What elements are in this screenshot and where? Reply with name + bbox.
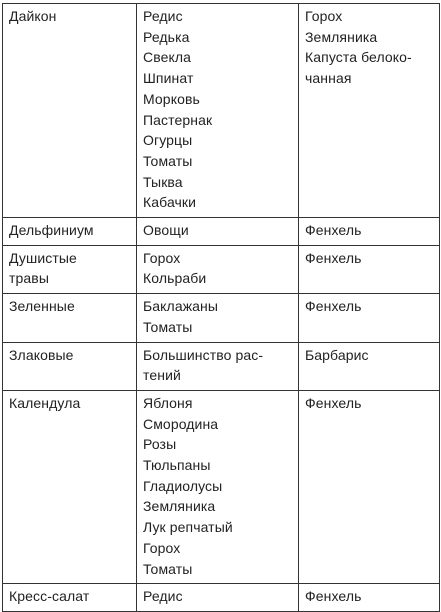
cell-text-line: Земляника: [143, 498, 216, 515]
cell-text-line: Редис: [143, 8, 183, 24]
bad-neighbors-cell: [299, 245, 440, 293]
table-row: [3, 342, 440, 390]
cell-text-line: Горох: [143, 249, 181, 266]
cell-text-line: Шпинат: [143, 70, 194, 87]
table-row: [3, 218, 440, 246]
cell-text-line: Смородина: [143, 415, 219, 432]
cell-text-line: Фенхель: [305, 588, 362, 605]
cell-text-line: Пастернак: [143, 111, 213, 128]
good-neighbors-cell: [137, 218, 299, 246]
cell-text-line: тений: [143, 367, 181, 384]
bad-neighbors-cell: [299, 218, 440, 246]
cell-text-line: Кресс-салат: [9, 588, 90, 605]
companion-plants-table: [2, 3, 440, 612]
cell-text-line: Фенхель: [305, 394, 362, 411]
bad-neighbors-cell: [299, 342, 440, 390]
cell-text-line: Тыква: [143, 173, 183, 190]
cell-text-line: Баклажаны: [143, 298, 219, 315]
cell-text-line: Кабачки: [143, 194, 197, 211]
table-row: [3, 245, 440, 293]
plant-cell: [3, 390, 137, 583]
cell-text-line: Зеленные: [9, 298, 75, 315]
cell-text-line: Злаковые: [9, 346, 74, 363]
cell-text-line: Дайкон: [9, 8, 57, 24]
cell-text-line: Дельфиниум: [9, 222, 94, 239]
cell-text-line: Овощи: [143, 222, 189, 239]
cell-text-line: Огурцы: [143, 132, 193, 149]
cell-text-line: Большинство рас-: [143, 346, 264, 363]
cell-text-line: Томаты: [143, 560, 193, 577]
cell-text-line: Фенхель: [305, 249, 362, 266]
cell-text-line: Горох: [305, 8, 343, 24]
table-row: [3, 584, 440, 612]
good-neighbors-cell: [137, 390, 299, 583]
cell-text-line: Барбарис: [305, 346, 369, 363]
good-neighbors-cell: [137, 245, 299, 293]
cell-text-line: Календула: [9, 394, 81, 411]
cell-text-line: Фенхель: [305, 298, 362, 315]
cell-text-line: Кольраби: [143, 270, 207, 287]
plant-cell: [3, 342, 137, 390]
table-row: [3, 294, 440, 342]
cell-text-line: Тюльпаны: [143, 457, 211, 474]
cell-text-line: Редис: [143, 588, 183, 605]
plant-cell: [3, 294, 137, 342]
cell-text-line: травы: [9, 270, 49, 287]
plant-cell: [3, 4, 137, 218]
cell-text-line: Фенхель: [305, 222, 362, 239]
cell-text-line: Земляника: [305, 28, 378, 45]
cell-text-line: Горох: [143, 539, 181, 556]
plant-cell: [3, 218, 137, 246]
bad-neighbors-cell: [299, 390, 440, 583]
table-body: [3, 4, 440, 612]
cell-text-line: Розы: [143, 436, 177, 453]
cell-text-line: Гладиолусы: [143, 477, 223, 494]
cell-text-line: Лук репчатый: [143, 519, 233, 536]
plant-cell: [3, 584, 137, 612]
plant-cell: [3, 245, 137, 293]
good-neighbors-cell: [137, 584, 299, 612]
good-neighbors-cell: [137, 4, 299, 218]
cell-text-line: Редька: [143, 28, 190, 45]
good-neighbors-cell: [137, 294, 299, 342]
cell-text-line: Капуста белоко-: [305, 49, 412, 66]
bad-neighbors-cell: [299, 584, 440, 612]
cell-text-line: Свекла: [143, 49, 192, 66]
bad-neighbors-cell: [299, 4, 440, 218]
table-row: [3, 4, 440, 218]
cell-text-line: Томаты: [143, 152, 193, 169]
cell-text-line: Яблоня: [143, 394, 193, 411]
table-row: [3, 390, 440, 583]
cell-text-line: Морковь: [143, 90, 200, 107]
cell-text-line: Душистые: [9, 249, 77, 266]
good-neighbors-cell: [137, 342, 299, 390]
bad-neighbors-cell: [299, 294, 440, 342]
cell-text-line: Томаты: [143, 318, 193, 335]
cell-text-line: чанная: [305, 70, 352, 87]
